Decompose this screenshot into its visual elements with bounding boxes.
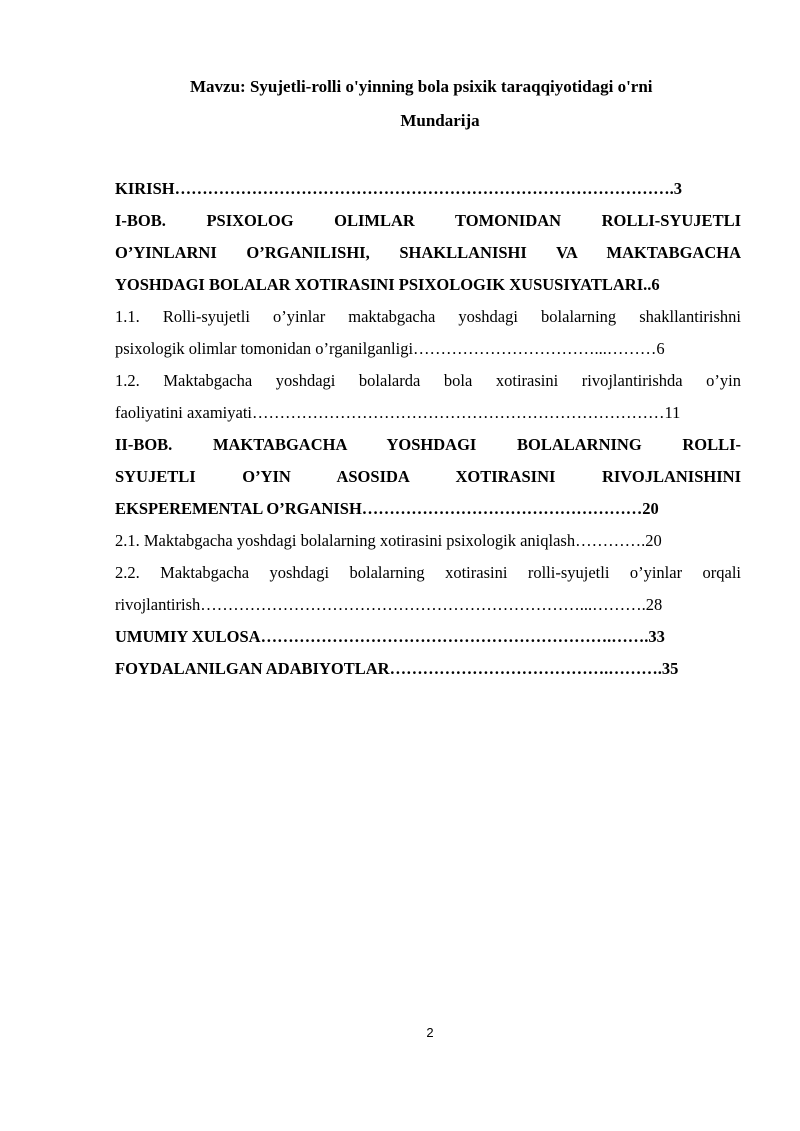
toc-entry-chapter-1-line-3: YOSHDAGI BOLALAR XOTIRASINI PSIXOLOGIK XUSUSIYATLARI..6 xyxy=(115,275,660,294)
page-number: 2 xyxy=(426,1025,434,1040)
document-title: Mavzu: Syujetli-rolli o'yinning bola psixik taraqqiyotidagi o'rni xyxy=(190,77,653,96)
toc-entry-section-1-1-line-1: 1.1. Rolli-syujetli o’yinlar maktabgacha yoshdagi bolalarning shakllantirishni xyxy=(115,307,741,326)
toc-entry-section-2-2-line-1: 2.2. Maktabgacha yoshdagi bolalarning xotirasini rolli-syujetli o’yinlar orqali xyxy=(115,563,741,582)
toc-entry-chapter-2-line-3: EKSPEREMENTAL O’RGANISH……………………………………………20 xyxy=(115,499,659,518)
toc-entry-kirish: KIRISH……………………………………………………………………………….3 xyxy=(115,179,682,198)
table-of-contents-heading: Mundarija xyxy=(400,111,480,130)
toc-entry-section-1-1-line-2: psixologik olimlar tomonidan o’rganilganligi……………………………...………6 xyxy=(115,339,665,358)
toc-entry-section-1-2-line-2: faoliyatini axamiyati…………………………………………………………………11 xyxy=(115,403,681,422)
toc-entry-section-2-2-line-2: rivojlantirish……………………………………………………………...……….28 xyxy=(115,595,663,614)
toc-entry-chapter-2-line-2: SYUJETLI O’YIN ASOSIDA XOTIRASINI RIVOJLANISHINI xyxy=(115,467,741,486)
toc-entry-chapter-1-line-2: O’YINLARNI O’RGANILISHI, SHAKLLANISHI VA MAKTABGACHA xyxy=(115,243,741,262)
table-of-contents xyxy=(115,173,741,685)
toc-entry-chapter-1-line-1: I-BOB. PSIXOLOG OLIMLAR TOMONIDAN ROLLI-SYUJETLI xyxy=(115,211,741,230)
toc-entry-chapter-2-line-1: II-BOB. MAKTABGACHA YOSHDAGI BOLALARNING ROLLI- xyxy=(115,435,741,454)
toc-entry-references: FOYDALANILGAN ADABIYOTLAR………………………………….……….35 xyxy=(115,659,679,678)
toc-entry-section-2-1: 2.1. Maktabgacha yoshdagi bolalarning xotirasini psixologik aniqlash………….20 xyxy=(115,531,662,550)
toc-entry-section-1-2-line-1: 1.2. Maktabgacha yoshdagi bolalarda bola xotirasini rivojlantirishda o’yin xyxy=(115,371,741,390)
toc-entry-conclusion: UMUMIY XULOSA……………………………………………………….…….33 xyxy=(115,627,665,646)
